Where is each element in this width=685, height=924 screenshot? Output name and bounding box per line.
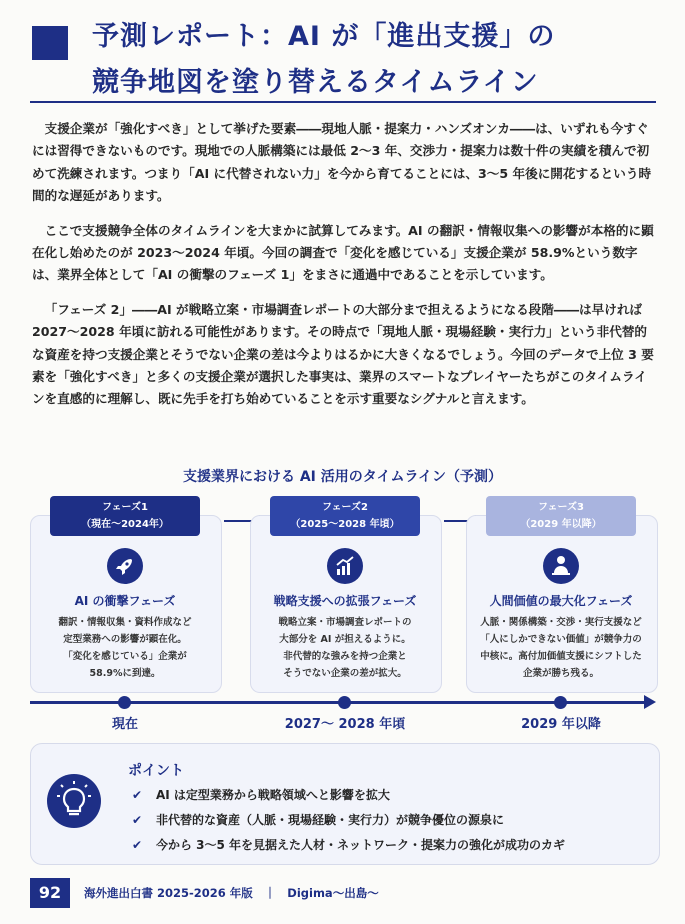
phase-1-desc-line: 「変化を感じている」企業が <box>63 651 187 662</box>
paragraph-1: 支援企業が「強化すべき」として挙げた要素――現地人脈・提案力・ハンズオンカ――は、いずれも今すぐには習得できないものです。現地での人脈構築には最低 2～3 年、交渉力・提案力は数十件の実績を積んで初めて洗練されます。つまり「AI に代替されない力」を今から育てることには、3～5 年後に開花するという時間的な遅延があります。 <box>32 121 652 204</box>
check-icon: ✔ <box>132 813 143 827</box>
axis-label-now: 現在 <box>111 717 138 732</box>
phase-1-period: （現在～2024年） <box>81 519 169 530</box>
timeline-dot-2027 <box>338 696 351 709</box>
phase-3-desc-line: 人脈・関係構築・交渉・実行支援など <box>480 617 642 628</box>
phase-1-desc-line: 翻訳・情報収集・資料作成など <box>58 617 192 628</box>
timeline-title: 支援業界における AI 活用のタイムライン（予測） <box>182 469 503 485</box>
check-icon: ✔ <box>132 838 143 852</box>
rocket-icon <box>107 548 143 584</box>
phase-1-description <box>35 614 215 682</box>
title-divider <box>30 101 656 103</box>
phase-2-description <box>255 614 435 682</box>
phase-2-desc-line: 大部分を AI が担えるように。 <box>279 634 411 645</box>
footer-publication: 海外進出白書 2025-2026 年版 ｜ Digima～出島～ <box>84 886 379 900</box>
phase-3-desc-line: 企業が勝ち残る。 <box>522 668 599 679</box>
person-value-icon <box>543 548 579 584</box>
title-square-marker <box>32 26 68 60</box>
point-item-text: AI は定型業務から戦略領域へと影響を拡大 <box>156 788 390 802</box>
phase-3-label: フェーズ3 <box>538 502 584 513</box>
point-item-text: 今から 3～5 年を見据えた人材・ネットワーク・提案力の強化が成功のカギ <box>156 838 566 852</box>
phase-3-desc-line: 中核に。高付加価値支援にシフトした <box>480 651 642 662</box>
axis-label-2027: 2027～ 2028 年頃 <box>284 717 406 732</box>
lightbulb-icon <box>47 774 101 828</box>
phase-3-desc-line: 「人にしかできない価値」が競争力の <box>480 634 642 645</box>
phase-1-label: フェーズ1 <box>102 502 148 513</box>
timeline-dot-2029 <box>554 696 567 709</box>
axis-label-2029: 2029 年以降 <box>521 717 601 732</box>
phase-2-label: フェーズ2 <box>322 502 368 513</box>
check-icon: ✔ <box>132 788 143 802</box>
page-title-line-2: 競争地図を塗り替えるタイムライン <box>92 67 539 98</box>
point-item-2 <box>132 811 504 828</box>
page-title <box>92 16 555 104</box>
point-item-1 <box>132 786 390 803</box>
phase-2-name: 戦略支援への拡張フェーズ <box>273 594 417 608</box>
phase-3-name: 人間価値の最大化フェーズ <box>489 594 633 608</box>
phase-3-header <box>486 496 636 536</box>
page-title-line-1: 予測レポート：AI が「進出支援」の <box>92 21 556 52</box>
paragraph-2: ここで支援競争全体のタイムラインを大まかに試算してみます。AI の翻訳・情報収集への影響が本格的に顕在化し始めたのが 2023～2024 年頃。今回の調査で「変化を感じている」支援企業が 58.9%という数字は、業界全体として「AI の衝撃のフェーズ 1」をまさに通過中であることを示しています。 <box>32 222 654 283</box>
phase-1-header <box>50 496 200 536</box>
point-item-3 <box>132 836 565 853</box>
timeline-dot-now <box>118 696 131 709</box>
phase-2-period: （2025～2028 年頃） <box>290 519 400 530</box>
points-title: ポイント <box>128 763 184 779</box>
phase-1-name: AI の衝撃フェーズ <box>74 594 176 608</box>
phase-1-desc-line: 58.9%に到達。 <box>89 668 161 679</box>
phase-3-description <box>471 614 651 682</box>
phase-2-desc-line: 非代替的な強みを持つ企業と <box>283 651 407 662</box>
body-text <box>32 118 658 423</box>
phase-2-desc-line: 戦略立案・市場調査レポートの <box>278 617 412 628</box>
phase-2-header <box>270 496 420 536</box>
phase-1-desc-line: 定型業務への影響が顕在化。 <box>63 634 187 645</box>
point-item-text: 非代替的な資産（人脈・現場経験・実行力）が競争優位の源泉に <box>156 813 505 827</box>
phase-3-period: （2029 年以降） <box>520 519 602 530</box>
growth-chart-icon <box>327 548 363 584</box>
page-number: 92 <box>30 878 70 908</box>
paragraph-3: 「フェーズ 2」――AI が戦略立案・市場調査レポートの大部分まで担えるようになる段階――は早ければ 2027～2028 年頃に訪れる可能性があります。その時点で「現地人脈・現場経験・実行力」という非代替的な資産を持つ支援企業とそうでない企業の差は今よりはるかに大きくなるでしょう。今回のデータで上位 3 要素を「強化すべき」と多くの支援企業が選択した事実は、業界のスマートなプレイヤーたちがこのタイムラインを直感的に理解し、既に先手を打ち始めていることを示す重要なシグナルと言えます。 <box>32 301 654 407</box>
phase-2-desc-line: そうでない企業の差が拡大。 <box>283 668 407 679</box>
